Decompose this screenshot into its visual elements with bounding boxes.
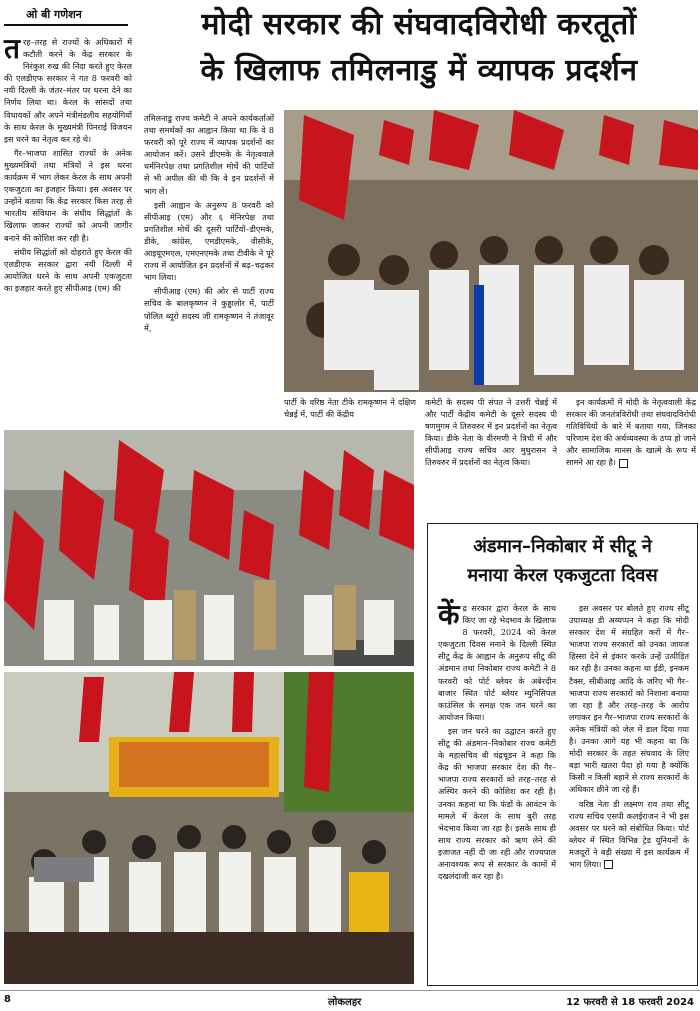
end-mark-icon [604,860,613,869]
article2-headline: अंडमान–निकोबार में सीटू ने मनाया केरल एकजुटता दिवस [467,536,658,586]
stage-protest-photo [4,672,414,984]
article1-column-1: तरह–तरह से राज्यों के अधिकारों में कटौती करने के केंद्र सरकार के निरंकुश रुख की निंदा करते हुए केरल की एलडीएफ सरकार ने गत 8 फरवरी को नयी दिल्ली के जंतर–मंतर पर धरना देने का निर्णय लिया था। केरल के सांसदों तथा विधायकों और अपने मंत्रीमंडलीय सहयोगियों के साथ केरल के मुख्यमंत्री पिनराई विजयन इस धरने का नेतृत्व कर रहे थे। गैर–भाजपा शासित राज्यों के अनेक मुख्यमंत्रियों तथा मंत्रियों ने इस धरना कार्यक्रम में भाग लेकर केरल के साथ अपनी एकजुटता का इजहार किया। इस अवसर पर उन्होंने बताया कि केंद्र सरकार किस तरह से भारतीय संविधान के संघीय सिद्धांतों के खिलाफ जाकर राज्यों को अपनी जागीर बनाने की कोशिश कर रही है। संघीय सिद्धांतों को दोहराते हुए केरल की एलडीएफ सरकार द्वारा नयी दिल्ली में आयोजित धरने के साथ अपनी एकजुटता का इजहार करते हुए सीपीआइ (एम) की [4,32,132,293]
dropcap: त [4,32,20,65]
page-footer [0,990,700,1011]
article2-column-2: इस अवसर पर बोलते हुए राज्य सीटू उपाध्यक्ष डी अय्यप्पन ने कहा कि मोदी सरकार देश में संग्रहित करों में गैर–भाजपा राज्य सरकारों को उनका जायज हिस्सा देने से इंकार करके उन्हें उत्पीड़ित कर रही है। उनका कहना था ईडी, इनकम टैक्स, सीबीआइ आदि के जरिए भी गैर–भाजपा राज्य सरकारों को निशाना बनाया जा रहा है और तरह–तरह के आरोप लगाकर इन गैर–भाजपा राज्य सरकारों के अनेक मंत्रियों को जेल में डाल दिया गया है। उनका आगे यह भी कहना था कि मोदी सरकार के तहत संघवाद के लिए बड़ा भारी खतरा पैदा हो गया है क्योंकि किसी न किसी बहाने से राज्य सरकारों के अधिकार छीने जा रहे हैं। वरिष्ठ नेता डी लक्ष्मण राव तथा सीटू राज्य सचिव एसपी कलईराजन ने भी इस अवसर पर धरने को संबोधित किया। पोर्ट ब्लेयर में स्थित विभिन्न ट्रेड यूनियनों के मजदूरों ने बड़ी संख्या में इस कार्यक्रम में भाग लिया। [569,603,689,869]
end-mark-icon [619,459,628,468]
main-headline [140,2,698,94]
street-rally-photo [4,430,414,666]
publication-name: लोकलहर [328,997,362,1008]
dropcap-2: कें [438,598,460,631]
article1-column-2: तमिलनाडु राज्य कमेटी ने अपने कार्यकर्ताओं तथा समर्थकों का आह्वान किया था कि वे 8 फरवरी को पूरे राज्य में व्यापक प्रदर्शनों का आयोजन करें। उसने डीएमके के नेतृत्ववाले धर्मनिरपेक्ष तथा प्रगतिशील मोर्चे की पार्टियों से भी अपील की थी कि वे इन प्रदर्शनों में भाग लें। इसी आह्वान के अनुरूप 8 फरवरी को सीपीआइ (एम) और ६ मेनिरपेक्ष तथा प्रगतिशील मोर्चे की दूसरी पार्टियों–डीएमके, डीके, कांग्रेस, एमडीएमके, वीसीके, आइयूएमएल, एमएनएमके तथा टीवीके ने पूरे राज्य में आयोजित इन प्रदर्शनों में बढ़–चढ़कर भाग लिया। सीपीआइ (एम) की ओर से पार्टी राज्य सचिव के बालकृष्णन ने कुड्डालोर में, पार्टी पोलित ब्यूरो सदस्य जी रामकृष्णन ने तंजावूर में, [144,113,274,333]
byline: ओ बी गणेशन [4,4,128,26]
issue-date-range: 12 फरवरी से 18 फरवरी 2024 [566,997,694,1008]
article1-column-5: इन कार्यक्रमों में मोदी के नेतृत्ववाली केंद्र सरकार की जनतंत्रविरोधी तथा संघवादविरोधी गतिविधियों के बारे में बताया गया, जिनका परिणाम देश की अर्थव्यवस्था के ठप्प हो जाने और सामाजिक मानस के खात्मे के रूप में सामने आ रहा है। [566,397,696,468]
page-number: 8 [4,994,11,1005]
headline-line-1: मोदी सरकार की संघवादविरोधी करतूतों [201,7,637,42]
article1-column-3: पार्टी के वरिष्ठ नेता टीके रामकृष्णन ने दक्षिण चेन्नई में, पार्टी की केंद्रीय [284,397,416,420]
article1-column-4: कमेटी के सदस्य पी संपत ने उत्तरी चेन्नई में और पार्टी केंद्रीय कमेटी के दूसरे सदस्य पी षणमुगम ने तिरुवरुर में इन प्रदर्शनों का नेतृत्व किया। डीके नेता के वीरमणी ने त्रिची में और सीपीआइ राज्य सचिव आर मुथुरासन ने तिरुवरुर में प्रदर्शनों का नेतृत्व किया। [425,397,557,468]
article2-column-1: केंद्र सरकार द्वारा केरल के साथ किए जा रहे भेदभाव के खिलाफ 8 फरवरी, 2024 को केरल एकजुटता दिवस मनाने के दिल्ली स्थित सीटू केंद्र के आह्वान के अनुरूप सीटू की अंडमान तथा निकोबार राज्य कमेटी ने 8 फरवरी को पोर्ट ब्लेयर के अबेरदीन बाजार स्थित पोर्ट ब्लेयर म्युनिसिपल काउंसिल के समक्ष एक जन धरने का आयोजन किया। इस जन धरने का उद्घाटन करते हुए सीटू की अंडमान–निकोबार राज्य कमेटी के महासचिव बी चंद्रचूडन ने कहा कि केंद्र की भाजपा सरकार देश की गैर–भाजपा राज्य सरकारों को तरह–तरह से अस्थिर करने की कोशिश कर रही है। उनका कहना था कि फंडों के आवंटन के मामले में केरल के साथ बुरी तरह भेदभाव किया जा रहा है। इसके साथ ही साथ राज्य सरकार को ऋण लेने की इजाजत नहीं दी जा रही और राज्यपाल अनावश्यक रूप से सरकार के कामों में दखलंदाजी कर रहा है। [438,598,556,882]
headline-line-2: के खिलाफ तमिलनाडु में व्यापक प्रदर्शन [200,53,638,88]
rally-photo-main [284,110,698,392]
article2-box [427,523,698,986]
